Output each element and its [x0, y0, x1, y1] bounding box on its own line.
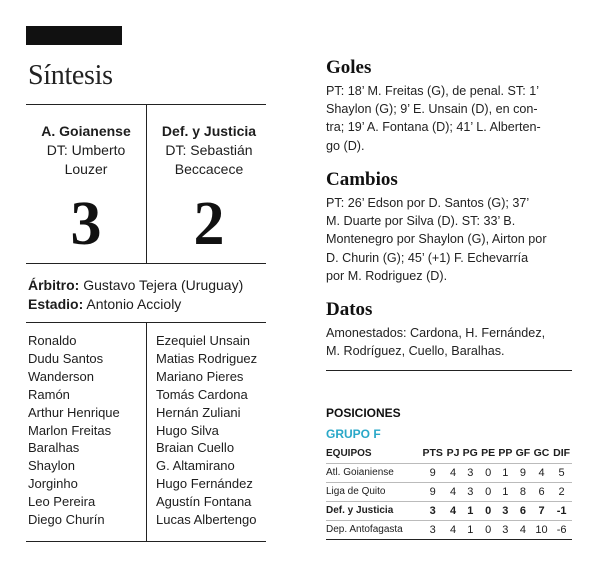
cambios-line: por M. Rodriguez (D). — [326, 268, 448, 283]
standings-col-header: PTS — [422, 447, 443, 460]
referee-value: Gustavo Tejera (Uruguay) — [83, 277, 244, 293]
standings-value-cell: 9 — [420, 463, 445, 482]
home-player: Ronaldo — [28, 333, 77, 348]
section-marker-bar — [26, 26, 122, 45]
standings-team-cell: Liga de Quito — [326, 482, 420, 501]
away-player: Agustín Fontana — [156, 494, 252, 510]
standings-value-cell: 1 — [497, 482, 514, 501]
standings-value-cell: 9 — [420, 482, 445, 501]
cambios-title: Cambios — [326, 169, 398, 190]
away-score: 2 — [193, 190, 225, 258]
goles-title: Goles — [326, 57, 372, 78]
away-player: Ezequiel Unsain — [156, 333, 250, 348]
cambios-line: D. Churin (G); 45’ (+1) F. Echevarría — [326, 250, 529, 265]
standings-value-cell: 4 — [514, 520, 532, 539]
standings-value-cell: -1 — [551, 501, 572, 520]
standings-value-cell: 4 — [445, 520, 461, 539]
away-player: Hugo Fernández — [156, 476, 253, 492]
away-player: Mariano Pieres — [156, 368, 244, 384]
away-coach-line1: DT: Sebastián — [165, 142, 253, 158]
home-player: Arthur Henrique — [28, 404, 120, 420]
home-team-name: A. Goianense — [41, 123, 131, 139]
divider-right — [326, 370, 572, 371]
referee-line — [28, 276, 243, 295]
away-player: Matias Rodriguez — [156, 350, 258, 366]
standings-header-row — [326, 444, 572, 463]
stadium-line — [28, 295, 181, 314]
home-player: Ramón — [28, 386, 70, 402]
standings-col-header: GF — [515, 447, 531, 460]
home-team-block — [26, 122, 146, 179]
standings-value-cell: 3 — [497, 501, 514, 520]
standings-value-cell: 1 — [461, 501, 480, 520]
standings-value-cell: 8 — [514, 482, 532, 501]
standings-value-cell: 1 — [461, 520, 480, 539]
standings-value-cell: 6 — [514, 501, 532, 520]
standings-value-cell: 6 — [532, 482, 551, 501]
standings-value-cell: 0 — [480, 501, 497, 520]
standings-row — [326, 463, 572, 482]
datos-title: Datos — [326, 299, 373, 320]
away-lineup — [156, 332, 257, 529]
standings-value-cell: 4 — [445, 501, 461, 520]
home-player: Marlon Freitas — [28, 422, 112, 438]
home-coach-line1: DT: Umberto — [46, 142, 126, 158]
home-player: Baralhas — [28, 440, 80, 456]
away-player: Hernán Zuliani — [156, 404, 241, 420]
away-player: Hugo Silva — [156, 422, 219, 438]
goles-line: PT: 18’ M. Freitas (G), de penal. ST: 1’ — [326, 84, 540, 98]
goles-line: tra; 19’ A. Fontana (D); 41’ L. Alberten- — [326, 120, 541, 135]
standings-value-cell: 4 — [445, 463, 461, 482]
datos-text — [326, 324, 572, 360]
standings-col-header: PJ — [446, 447, 460, 460]
standings-body — [326, 463, 572, 539]
standings-team-cell: Def. y Justicia — [326, 501, 420, 520]
goles-text — [326, 82, 572, 155]
standings-team-cell: Dep. Antofagasta — [326, 520, 420, 539]
cambios-line: PT: 26’ Edson por D. Santos (G); 37’ — [326, 196, 530, 210]
home-coach-line2: Louzer — [64, 161, 108, 177]
standings-col-header: PP — [498, 447, 513, 460]
standings-value-cell: 4 — [445, 482, 461, 501]
standings-value-cell: 4 — [532, 463, 551, 482]
standings-value-cell: 2 — [551, 482, 572, 501]
referee-label: Árbitro: — [28, 277, 80, 293]
standings-value-cell: 0 — [480, 482, 497, 501]
standings-value-cell: 3 — [420, 501, 445, 520]
standings-col-header: DIF — [553, 447, 571, 460]
home-player: Jorginho — [28, 476, 78, 492]
divider-mid — [26, 263, 266, 264]
standings-value-cell: 5 — [551, 463, 572, 482]
cambios-line: Montenegro por Shaylon (G), Airton por — [326, 232, 547, 247]
stadium-label: Estadio: — [28, 296, 84, 312]
standings-value-cell: 3 — [461, 482, 480, 501]
divider-bottom — [26, 541, 266, 542]
home-lineup — [28, 332, 120, 529]
cambios-line: M. Duarte por Silva (D). ST: 33’ B. — [326, 214, 516, 229]
standings-value-cell: 0 — [480, 463, 497, 482]
standings-col-header: EQUIPOS — [326, 447, 372, 459]
stadium-value: Antonio Accioly — [86, 296, 182, 312]
standings-team-cell: Atl. Goianiense — [326, 463, 420, 482]
away-coach-line2: Beccacece — [174, 161, 244, 177]
datos-line: M. Rodríguez, Cuello, Baralhas. — [326, 344, 505, 359]
standings-row — [326, 501, 572, 520]
standings-value-cell: 9 — [514, 463, 532, 482]
goles-line: Shaylon (G); 9’ E. Unsain (D), en con- — [326, 102, 538, 117]
standings-row — [326, 520, 572, 539]
standings-title: POSICIONES — [326, 406, 401, 420]
standings-value-cell: -6 — [551, 520, 572, 539]
standings-col-header: PE — [481, 447, 496, 460]
standings-value-cell: 3 — [497, 520, 514, 539]
goles-line: go (D). — [326, 138, 365, 153]
away-team-name: Def. y Justicia — [161, 123, 257, 139]
home-player: Shaylon — [28, 458, 75, 474]
standings-table — [326, 444, 572, 540]
away-player: Tomás Cardona — [156, 386, 248, 402]
standings-value-cell: 3 — [420, 520, 445, 539]
standings-value-cell: 7 — [532, 501, 551, 520]
home-player: Dudu Santos — [28, 350, 104, 366]
page-title: Síntesis — [28, 60, 113, 91]
home-player: Leo Pereira — [28, 494, 96, 510]
standings-row — [326, 482, 572, 501]
datos-line: Amonestados: Cardona, H. Fernández, — [326, 326, 546, 340]
standings-group: GRUPO F — [326, 427, 381, 441]
away-player: Lucas Albertengo — [156, 512, 257, 528]
standings-value-cell: 1 — [497, 463, 514, 482]
home-player: Wanderson — [28, 368, 94, 384]
standings-col-header: PG — [462, 447, 478, 460]
standings-value-cell: 10 — [532, 520, 551, 539]
home-score: 3 — [70, 190, 102, 258]
away-team-block — [147, 122, 271, 179]
standings-value-cell: 3 — [461, 463, 480, 482]
away-player: G. Altamirano — [156, 458, 235, 474]
away-player: Braian Cuello — [156, 440, 235, 456]
divider-lineups-vertical — [146, 322, 147, 541]
standings-value-cell: 0 — [480, 520, 497, 539]
cambios-text — [326, 194, 572, 285]
home-player: Diego Churín — [28, 512, 105, 528]
standings-col-header: GC — [533, 447, 550, 460]
